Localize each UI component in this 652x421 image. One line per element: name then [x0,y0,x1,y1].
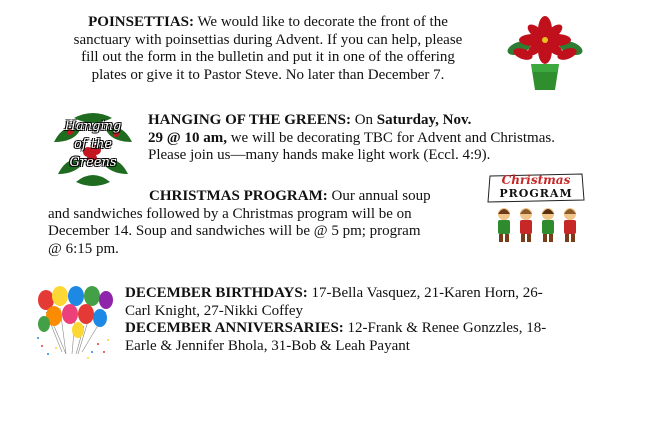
greens-line-1: HANGING OF THE GREENS: On Saturday, Nov. [148,112,472,128]
poinsettias-line-3: fill out the form in the bulletin and put it in one of the offering [81,49,455,65]
greens-image-word-1: Hanging [64,119,122,134]
birthdays-line-1: DECEMBER BIRTHDAYS: 17-Bella Vasquez, 21-Karen Horn, 26- [125,285,543,301]
poinsettias-line-2: sanctuary with poinsettias during Advent. If you can help, please [73,31,463,48]
greens-line-3: Please join us—many hands make light work (Eccl. 4:9). [148,147,491,163]
program-line-2: and sandwiches followed by a Christmas program will be on [48,205,412,222]
anniversaries-heading: DECEMBER ANNIVERSARIES: [125,320,344,336]
program-line-4: @ 6:15 pm. [48,240,119,257]
greens-image-word-3: Greens [69,155,117,170]
program-line-3: December 14. Soup and sandwiches will be @ 5 pm; program [48,223,421,239]
greens-line-2: 29 @ 10 am, we will be decorating TBC for Advent and Christmas. [148,129,555,146]
hanging-of-the-greens-image [50,112,136,186]
poinsettias-line-1: POINSETTIAS: We would like to decorate the front of the [88,14,448,30]
birthdays-line-2: Carl Knight, 27-Nikki Coffey [125,302,304,319]
hanging-greens-paragraph [148,112,618,165]
anniversaries-line-2: Earle & Jennifer Bhola, 31-Bob & Leah Payant [125,337,410,354]
balloons-image [32,282,114,360]
christmas-program-paragraph [48,188,478,258]
poinsettias-heading: POINSETTIAS: [88,14,194,30]
christmas-program-image [484,172,588,248]
program-image-word-2: PROGRAM [499,187,573,200]
anniversaries-line-1: DECEMBER ANNIVERSARIES: 12-Frank & Renee Gonzzles, 18- [125,320,547,336]
birthdays-anniversaries-paragraph [125,285,625,355]
greens-image-word-2: of the [73,137,113,152]
poinsettias-line-4: plates or give it to Pastor Steve. No later than December 7. [91,66,445,83]
program-image-word-1: Christmas [501,173,571,187]
greens-heading: HANGING OF THE GREENS: [148,112,351,128]
program-line-1: CHRISTMAS PROGRAM: Our annual soup [149,188,431,204]
poinsettia-plant-image [505,14,585,92]
program-heading: CHRISTMAS PROGRAM: [149,188,328,204]
poinsettias-paragraph [48,14,488,84]
birthdays-heading: DECEMBER BIRTHDAYS: [125,285,308,301]
